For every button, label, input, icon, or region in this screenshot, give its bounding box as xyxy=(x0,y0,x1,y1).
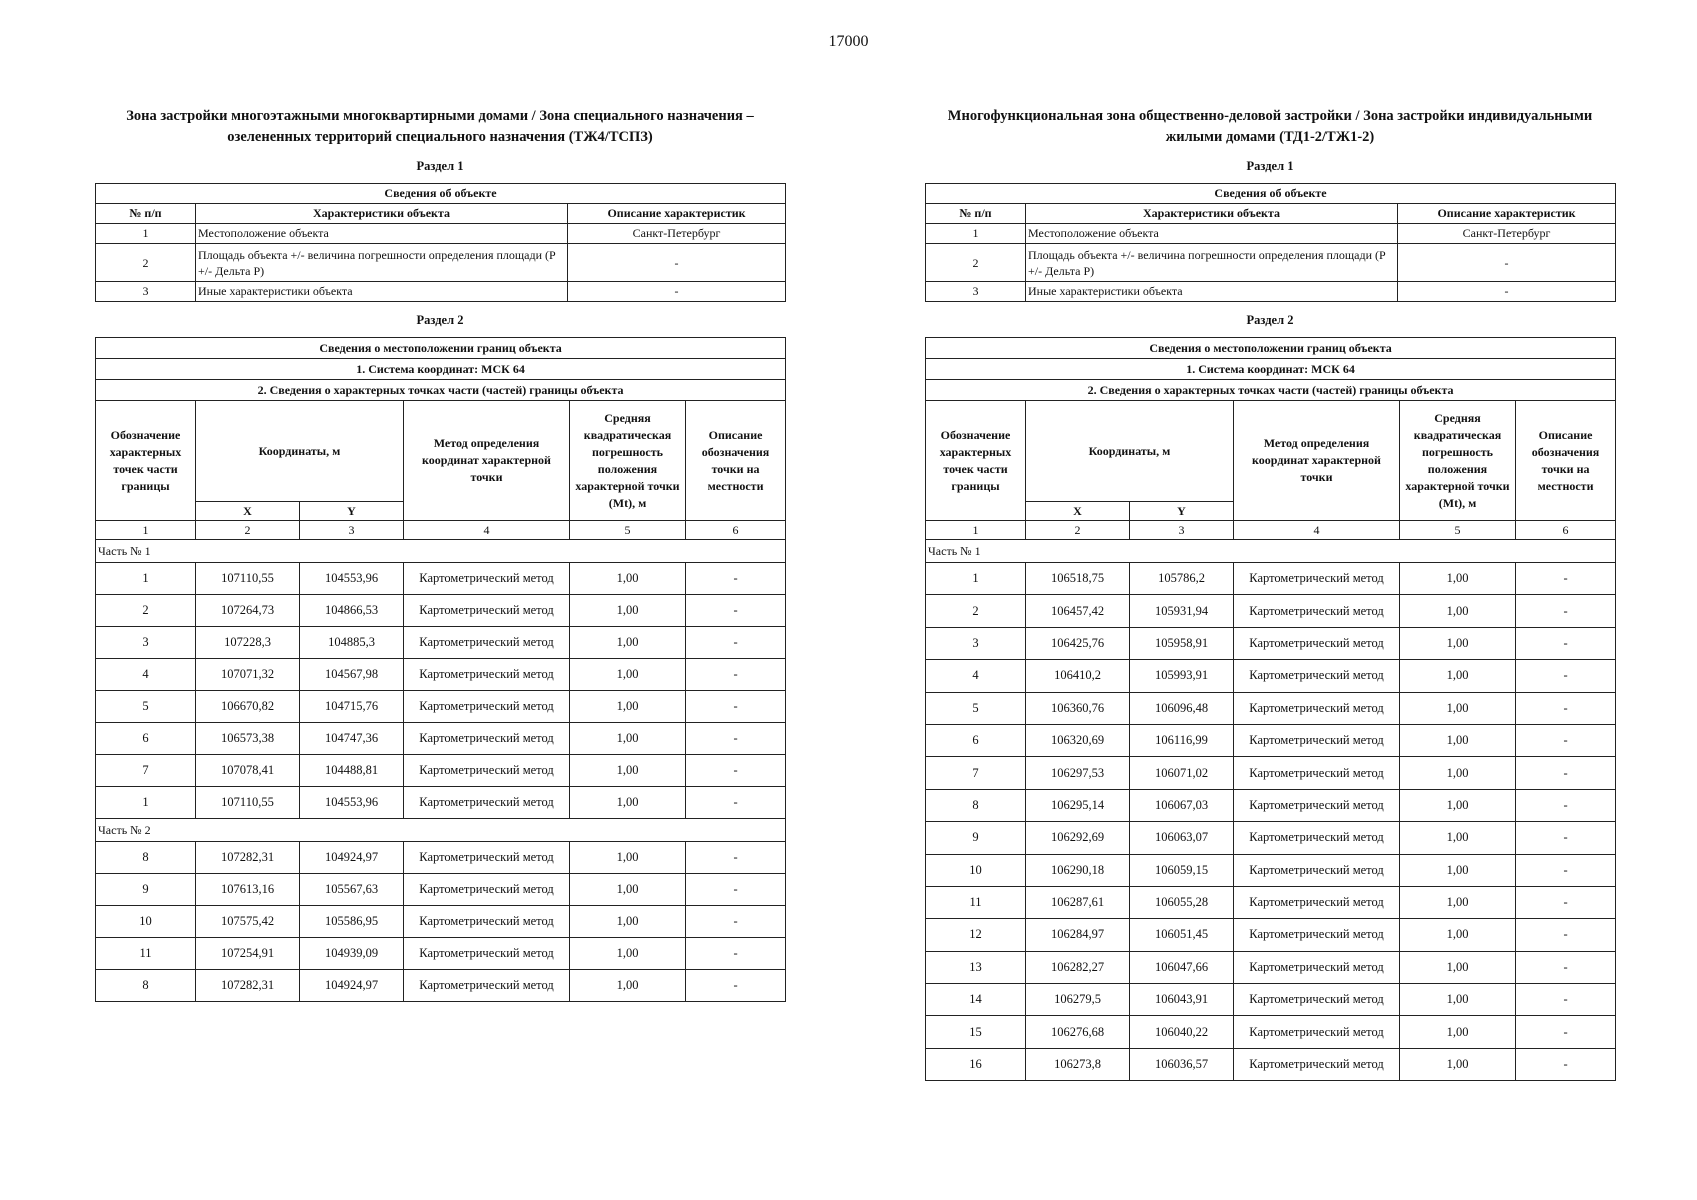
coord-y: 106043,91 xyxy=(1130,984,1234,1016)
method: Картометрический метод xyxy=(404,938,570,970)
section-1-heading: Раздел 1 xyxy=(416,159,464,173)
coord-x: 107282,31 xyxy=(196,970,300,1002)
info-row xyxy=(926,282,1616,302)
coord-y: 106063,07 xyxy=(1130,822,1234,854)
coord-x: 106276,68 xyxy=(1026,1016,1130,1048)
col-n4: 4 xyxy=(1234,521,1400,540)
coord-x: 106292,69 xyxy=(1026,822,1130,854)
rms-error: 1,00 xyxy=(1400,660,1516,692)
point-desc: - xyxy=(686,563,786,595)
table-row xyxy=(96,595,786,627)
col-num-header: № п/п xyxy=(926,204,1026,224)
coord-y: 105958,91 xyxy=(1130,627,1234,659)
coord-system: 1. Система координат: МСК 64 xyxy=(96,359,786,380)
section-2-heading: Раздел 2 xyxy=(416,313,464,327)
rms-error: 1,00 xyxy=(570,938,686,970)
part-row xyxy=(926,540,1616,563)
coord-y: 106040,22 xyxy=(1130,1016,1234,1048)
col-n1: 1 xyxy=(96,521,196,540)
table-row xyxy=(926,595,1616,627)
method: Картометрический метод xyxy=(404,755,570,787)
boundary-caption: Сведения о местоположении границ объекта xyxy=(926,338,1616,359)
table-row xyxy=(926,854,1616,886)
method: Картометрический метод xyxy=(1234,595,1400,627)
part-row xyxy=(96,540,786,563)
object-info-table xyxy=(95,183,786,302)
rms-error: 1,00 xyxy=(1400,951,1516,983)
method: Картометрический метод xyxy=(404,563,570,595)
info-rows xyxy=(926,224,1616,302)
rms-error: 1,00 xyxy=(570,563,686,595)
point-rows xyxy=(926,540,1616,1081)
rms-error: 1,00 xyxy=(1400,724,1516,756)
point-desc: - xyxy=(686,723,786,755)
rms-error: 1,00 xyxy=(570,970,686,1002)
h-rms: Средняя квадратическая погрешность положения характерной точки (Mt), м xyxy=(570,401,686,521)
section-2-heading: Раздел 2 xyxy=(1246,313,1294,327)
method: Картометрический метод xyxy=(1234,1016,1400,1048)
table-row xyxy=(96,659,786,691)
table-row xyxy=(96,787,786,819)
col-n2: 2 xyxy=(196,521,300,540)
table-row xyxy=(926,724,1616,756)
rms-error: 1,00 xyxy=(570,595,686,627)
point-id: 5 xyxy=(96,691,196,723)
points-title: 2. Сведения о характерных точках части (частей) границы объекта xyxy=(96,380,786,401)
point-id: 6 xyxy=(96,723,196,755)
point-desc: - xyxy=(1516,822,1616,854)
point-id: 3 xyxy=(96,627,196,659)
coord-system: 1. Система координат: МСК 64 xyxy=(926,359,1616,380)
rms-error: 1,00 xyxy=(570,906,686,938)
info-desc: Санкт-Петербург xyxy=(1398,224,1616,244)
rms-error: 1,00 xyxy=(1400,886,1516,918)
coord-y: 106116,99 xyxy=(1130,724,1234,756)
coord-x: 106360,76 xyxy=(1026,692,1130,724)
point-id: 12 xyxy=(926,919,1026,951)
col-n5: 5 xyxy=(570,521,686,540)
zone-title: Зона застройки многоэтажными многоквартирными домами / Зона специального назначения – озелененных территорий специального назначения (ТЖ4/ТСПЗ) xyxy=(126,108,754,145)
h-method: Метод определения координат характерной точки xyxy=(404,401,570,521)
point-desc: - xyxy=(686,691,786,723)
info-num: 2 xyxy=(96,244,196,282)
coord-y: 104715,76 xyxy=(300,691,404,723)
h-rms: Средняя квадратическая погрешность положения характерной точки (Mt), м xyxy=(1400,401,1516,521)
h-y: Y xyxy=(300,502,404,521)
h-point: Обозначение характерных точек части границы xyxy=(926,401,1026,521)
coord-x: 106410,2 xyxy=(1026,660,1130,692)
point-id: 9 xyxy=(926,822,1026,854)
table-row xyxy=(926,886,1616,918)
rms-error: 1,00 xyxy=(1400,595,1516,627)
coord-y: 105931,94 xyxy=(1130,595,1234,627)
info-desc: - xyxy=(568,282,786,302)
section-1-heading: Раздел 1 xyxy=(1246,159,1294,173)
info-num: 3 xyxy=(926,282,1026,302)
method: Картометрический метод xyxy=(404,906,570,938)
point-id: 9 xyxy=(96,874,196,906)
info-num: 1 xyxy=(926,224,1026,244)
info-desc: - xyxy=(1398,244,1616,282)
info-char: Местоположение объекта xyxy=(1026,224,1398,244)
method: Картометрический метод xyxy=(404,874,570,906)
h-desc: Описание обозначения точки на местности xyxy=(686,401,786,521)
col-n3: 3 xyxy=(1130,521,1234,540)
coord-x: 107071,32 xyxy=(196,659,300,691)
method: Картометрический метод xyxy=(1234,1048,1400,1080)
point-desc: - xyxy=(686,938,786,970)
info-char: Местоположение объекта xyxy=(196,224,568,244)
h-desc: Описание обозначения точки на местности xyxy=(1516,401,1616,521)
method: Картометрический метод xyxy=(404,691,570,723)
point-desc: - xyxy=(1516,886,1616,918)
rms-error: 1,00 xyxy=(1400,563,1516,595)
coord-y: 104747,36 xyxy=(300,723,404,755)
left-document-column xyxy=(95,106,785,1002)
rms-error: 1,00 xyxy=(1400,1016,1516,1048)
point-desc: - xyxy=(1516,660,1616,692)
point-id: 11 xyxy=(96,938,196,970)
point-id: 10 xyxy=(926,854,1026,886)
coord-y: 106096,48 xyxy=(1130,692,1234,724)
coord-y: 105586,95 xyxy=(300,906,404,938)
rms-error: 1,00 xyxy=(1400,1048,1516,1080)
col-desc-header: Описание характеристик xyxy=(568,204,786,224)
info-caption: Сведения об объекте xyxy=(926,184,1616,204)
object-info-table xyxy=(925,183,1616,302)
coord-x: 106282,27 xyxy=(1026,951,1130,983)
point-desc: - xyxy=(1516,757,1616,789)
table-row xyxy=(96,723,786,755)
point-desc: - xyxy=(1516,627,1616,659)
info-char: Иные характеристики объекта xyxy=(1026,282,1398,302)
table-row xyxy=(96,563,786,595)
method: Картометрический метод xyxy=(1234,822,1400,854)
coord-y: 106036,57 xyxy=(1130,1048,1234,1080)
point-desc: - xyxy=(1516,854,1616,886)
col-n6: 6 xyxy=(1516,521,1616,540)
coord-y: 106047,66 xyxy=(1130,951,1234,983)
point-id: 8 xyxy=(926,789,1026,821)
method: Картометрический метод xyxy=(1234,627,1400,659)
table-row xyxy=(96,691,786,723)
table-row xyxy=(926,757,1616,789)
coord-x: 106320,69 xyxy=(1026,724,1130,756)
table-row xyxy=(926,692,1616,724)
info-num: 1 xyxy=(96,224,196,244)
rms-error: 1,00 xyxy=(1400,984,1516,1016)
part-label: Часть № 1 xyxy=(926,540,1616,563)
point-desc: - xyxy=(686,627,786,659)
info-caption: Сведения об объекте xyxy=(96,184,786,204)
rms-error: 1,00 xyxy=(1400,692,1516,724)
col-n6: 6 xyxy=(686,521,786,540)
boundary-points-table xyxy=(95,337,786,1002)
col-n1: 1 xyxy=(926,521,1026,540)
table-row xyxy=(96,874,786,906)
info-num: 2 xyxy=(926,244,1026,282)
method: Картометрический метод xyxy=(404,842,570,874)
h-y: Y xyxy=(1130,502,1234,521)
info-row xyxy=(926,244,1616,282)
col-n2: 2 xyxy=(1026,521,1130,540)
method: Картометрический метод xyxy=(1234,563,1400,595)
point-desc: - xyxy=(686,787,786,819)
rms-error: 1,00 xyxy=(1400,789,1516,821)
point-desc: - xyxy=(1516,984,1616,1016)
coord-x: 106457,42 xyxy=(1026,595,1130,627)
table-row xyxy=(96,842,786,874)
point-id: 4 xyxy=(96,659,196,691)
info-rows xyxy=(96,224,786,302)
coord-x: 107282,31 xyxy=(196,842,300,874)
rms-error: 1,00 xyxy=(570,787,686,819)
info-row xyxy=(926,224,1616,244)
coord-x: 107575,42 xyxy=(196,906,300,938)
coord-y: 106055,28 xyxy=(1130,886,1234,918)
method: Картометрический метод xyxy=(1234,789,1400,821)
method: Картометрический метод xyxy=(1234,757,1400,789)
table-row xyxy=(926,627,1616,659)
method: Картометрический метод xyxy=(404,970,570,1002)
rms-error: 1,00 xyxy=(1400,854,1516,886)
col-desc-header: Описание характеристик xyxy=(1398,204,1616,224)
point-desc: - xyxy=(1516,1048,1616,1080)
method: Картометрический метод xyxy=(1234,660,1400,692)
point-desc: - xyxy=(686,842,786,874)
method: Картометрический метод xyxy=(1234,692,1400,724)
part-label: Часть № 1 xyxy=(96,540,786,563)
table-row xyxy=(96,906,786,938)
method: Картометрический метод xyxy=(1234,854,1400,886)
part-label: Часть № 2 xyxy=(96,819,786,842)
info-desc: - xyxy=(568,244,786,282)
coord-x: 106279,5 xyxy=(1026,984,1130,1016)
point-id: 13 xyxy=(926,951,1026,983)
info-row xyxy=(96,244,786,282)
coord-x: 106573,38 xyxy=(196,723,300,755)
point-id: 8 xyxy=(96,970,196,1002)
coord-y: 104924,97 xyxy=(300,970,404,1002)
coord-y: 106059,15 xyxy=(1130,854,1234,886)
point-id: 7 xyxy=(96,755,196,787)
point-id: 7 xyxy=(926,757,1026,789)
point-id: 8 xyxy=(96,842,196,874)
point-id: 2 xyxy=(96,595,196,627)
coord-y: 104939,09 xyxy=(300,938,404,970)
point-id: 1 xyxy=(926,563,1026,595)
rms-error: 1,00 xyxy=(570,874,686,906)
coord-x: 106290,18 xyxy=(1026,854,1130,886)
table-row xyxy=(926,1048,1616,1080)
point-desc: - xyxy=(1516,1016,1616,1048)
coord-y: 104885,3 xyxy=(300,627,404,659)
zone-title: Многофункциональная зона общественно-деловой застройки / Зона застройки индивидуальными жилыми домами (ТД1-2/ТЖ1-2) xyxy=(947,108,1593,145)
method: Картометрический метод xyxy=(1234,951,1400,983)
rms-error: 1,00 xyxy=(570,842,686,874)
coord-y: 106051,45 xyxy=(1130,919,1234,951)
rms-error: 1,00 xyxy=(1400,627,1516,659)
col-char-header: Характеристики объекта xyxy=(1026,204,1398,224)
point-id: 3 xyxy=(926,627,1026,659)
point-id: 16 xyxy=(926,1048,1026,1080)
table-row xyxy=(926,919,1616,951)
coord-y: 104488,81 xyxy=(300,755,404,787)
info-desc: Санкт-Петербург xyxy=(568,224,786,244)
col-n5: 5 xyxy=(1400,521,1516,540)
coord-x: 107254,91 xyxy=(196,938,300,970)
h-x: X xyxy=(196,502,300,521)
point-desc: - xyxy=(686,659,786,691)
table-row xyxy=(926,984,1616,1016)
rms-error: 1,00 xyxy=(570,691,686,723)
table-row xyxy=(96,627,786,659)
info-num: 3 xyxy=(96,282,196,302)
coord-x: 106297,53 xyxy=(1026,757,1130,789)
method: Картометрический метод xyxy=(1234,919,1400,951)
method: Картометрический метод xyxy=(1234,984,1400,1016)
col-char-header: Характеристики объекта xyxy=(196,204,568,224)
coord-x: 106670,82 xyxy=(196,691,300,723)
coord-x: 106518,75 xyxy=(1026,563,1130,595)
info-char: Площадь объекта +/- величина погрешности определения площади (Р +/- Дельта Р) xyxy=(1026,244,1398,282)
coord-x: 107228,3 xyxy=(196,627,300,659)
table-row xyxy=(96,970,786,1002)
point-desc: - xyxy=(1516,789,1616,821)
boundary-points-table xyxy=(925,337,1616,1081)
method: Картометрический метод xyxy=(1234,886,1400,918)
table-row xyxy=(96,938,786,970)
col-num-header: № п/п xyxy=(96,204,196,224)
coord-x: 107110,55 xyxy=(196,787,300,819)
points-title: 2. Сведения о характерных точках части (частей) границы объекта xyxy=(926,380,1616,401)
coord-x: 106295,14 xyxy=(1026,789,1130,821)
point-desc: - xyxy=(1516,724,1616,756)
point-desc: - xyxy=(1516,692,1616,724)
method: Картометрический метод xyxy=(404,787,570,819)
table-row xyxy=(96,755,786,787)
table-row xyxy=(926,789,1616,821)
coord-x: 107613,16 xyxy=(196,874,300,906)
coord-y: 105786,2 xyxy=(1130,563,1234,595)
point-id: 14 xyxy=(926,984,1026,1016)
method: Картометрический метод xyxy=(1234,724,1400,756)
coord-y: 104553,96 xyxy=(300,563,404,595)
coord-y: 106067,03 xyxy=(1130,789,1234,821)
page-number: 17000 xyxy=(828,33,869,50)
rms-error: 1,00 xyxy=(570,627,686,659)
point-desc: - xyxy=(686,970,786,1002)
h-coords: Координаты, м xyxy=(1026,401,1234,502)
point-desc: - xyxy=(686,595,786,627)
col-n4: 4 xyxy=(404,521,570,540)
table-row xyxy=(926,660,1616,692)
info-char: Иные характеристики объекта xyxy=(196,282,568,302)
boundary-caption: Сведения о местоположении границ объекта xyxy=(96,338,786,359)
table-row xyxy=(926,951,1616,983)
coord-x: 107078,41 xyxy=(196,755,300,787)
point-id: 5 xyxy=(926,692,1026,724)
rms-error: 1,00 xyxy=(1400,757,1516,789)
coord-x: 107110,55 xyxy=(196,563,300,595)
point-desc: - xyxy=(1516,595,1616,627)
point-desc: - xyxy=(1516,563,1616,595)
rms-error: 1,00 xyxy=(1400,822,1516,854)
coord-x: 106425,76 xyxy=(1026,627,1130,659)
right-document-column xyxy=(925,106,1615,1081)
coord-y: 105567,63 xyxy=(300,874,404,906)
point-id: 1 xyxy=(96,787,196,819)
info-char: Площадь объекта +/- величина погрешности определения площади (Р +/- Дельта Р) xyxy=(196,244,568,282)
h-point: Обозначение характерных точек части границы xyxy=(96,401,196,521)
point-id: 2 xyxy=(926,595,1026,627)
col-n3: 3 xyxy=(300,521,404,540)
point-desc: - xyxy=(686,755,786,787)
rms-error: 1,00 xyxy=(1400,919,1516,951)
coord-x: 107264,73 xyxy=(196,595,300,627)
coord-y: 104924,97 xyxy=(300,842,404,874)
point-id: 6 xyxy=(926,724,1026,756)
part-row xyxy=(96,819,786,842)
info-desc: - xyxy=(1398,282,1616,302)
point-id: 11 xyxy=(926,886,1026,918)
h-x: X xyxy=(1026,502,1130,521)
method: Картометрический метод xyxy=(404,627,570,659)
coord-y: 104567,98 xyxy=(300,659,404,691)
info-row xyxy=(96,282,786,302)
coord-y: 105993,91 xyxy=(1130,660,1234,692)
info-row xyxy=(96,224,786,244)
point-id: 15 xyxy=(926,1016,1026,1048)
point-desc: - xyxy=(1516,919,1616,951)
coord-y: 104553,96 xyxy=(300,787,404,819)
point-desc: - xyxy=(686,874,786,906)
point-rows xyxy=(96,540,786,1002)
point-id: 10 xyxy=(96,906,196,938)
coord-x: 106273,8 xyxy=(1026,1048,1130,1080)
coord-y: 104866,53 xyxy=(300,595,404,627)
rms-error: 1,00 xyxy=(570,659,686,691)
method: Картометрический метод xyxy=(404,659,570,691)
method: Картометрический метод xyxy=(404,595,570,627)
table-row xyxy=(926,1016,1616,1048)
table-row xyxy=(926,563,1616,595)
table-row xyxy=(926,822,1616,854)
rms-error: 1,00 xyxy=(570,723,686,755)
coord-x: 106287,61 xyxy=(1026,886,1130,918)
point-desc: - xyxy=(686,906,786,938)
method: Картометрический метод xyxy=(404,723,570,755)
point-id: 4 xyxy=(926,660,1026,692)
point-desc: - xyxy=(1516,951,1616,983)
h-method: Метод определения координат характерной точки xyxy=(1234,401,1400,521)
point-id: 1 xyxy=(96,563,196,595)
rms-error: 1,00 xyxy=(570,755,686,787)
h-coords: Координаты, м xyxy=(196,401,404,502)
coord-y: 106071,02 xyxy=(1130,757,1234,789)
coord-x: 106284,97 xyxy=(1026,919,1130,951)
